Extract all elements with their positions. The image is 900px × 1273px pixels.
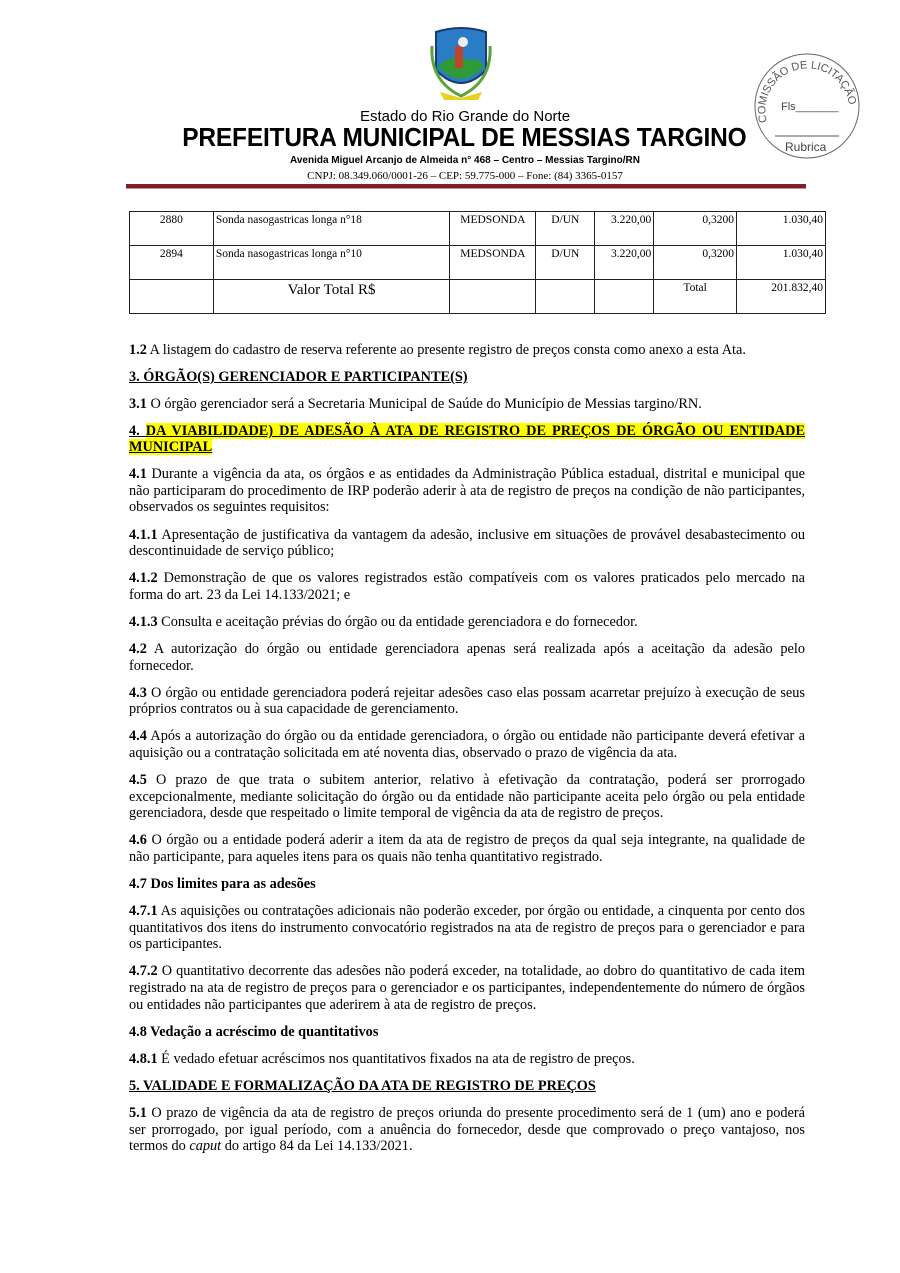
clause-text: O prazo de vigência da ata de registro de preços oriunda do presente procedimento será de 1 (um) ano e poderá ser prorrogado, por igual período, com a anuência do fornecedor, desde que comprovado o preço vantajoso, nos termos do (129, 1105, 805, 1155)
clause-paragraph (129, 1105, 805, 1155)
unit: D/UN (536, 246, 595, 280)
brand: MEDSONDA (450, 212, 536, 246)
clause-text: do artigo 84 da Lei 14.133/2021. (221, 1138, 413, 1155)
clause-italic: caput (189, 1138, 222, 1155)
clause-number: 4.8 Vedação a acréscimo de quantitativos (129, 1023, 379, 1040)
total-word: Total (654, 280, 737, 314)
municipal-coat-of-arms-logo (428, 26, 494, 102)
address: Avenida Miguel Arcanjo de Almeida n° 468 – Centro – Messias Targino/RN (289, 155, 640, 166)
clause-number: 4.7.2 (129, 963, 158, 980)
clause-number: 4.8.1 (129, 1050, 158, 1067)
clause-number: 4.1 (129, 466, 147, 483)
organization-title: PREFEITURA MUNICIPAL DE MESSIAS TARGINO (182, 124, 747, 152)
clause-paragraph (129, 963, 805, 1013)
clause-text: O órgão gerenciador será a Secretaria Municipal de Saúde do Município de Messias targino/RN. (146, 396, 702, 413)
item-description: Sonda nasogastricas longa n°18 (213, 212, 450, 246)
quantity: 3.220,00 (595, 246, 654, 280)
clause-text: As aquisições ou contratações adicionais não poderão exceder, por órgão ou entidade, a cinquenta por cento dos quantitativos dos itens do instrumento convocatório registrados na ata de registro de preços para o gerenciador e para os participantes. (129, 903, 805, 953)
stamp-ring-text: COMISSÃO DE LICITAÇÃO (756, 59, 859, 124)
clause-number: 4.2 (129, 641, 147, 658)
heading-text: 5. VALIDADE E FORMALIZAÇÃO DA ATA DE REGISTRO DE PREÇOS (129, 1077, 596, 1094)
clause-paragraph (129, 641, 805, 674)
quantity: 3.220,00 (595, 212, 654, 246)
section-heading (129, 1078, 805, 1095)
heading-text: DA VIABILIDADE) DE ADESÃO À ATA DE REGISTRO DE PREÇOS DE ÓRGÃO OU ENTIDADE MUNICIPAL (129, 423, 805, 456)
total-label: Valor Total R$ (213, 280, 450, 314)
clause-number: 3.1 (129, 396, 147, 413)
clause-number: 4.1.2 (129, 570, 158, 587)
clause-number: 4.1.3 (129, 613, 158, 630)
state-name: Estado do Rio Grande do Norte (359, 108, 571, 125)
clause-paragraph (129, 1024, 805, 1041)
clause-text: O órgão ou a entidade poderá aderir a item da ata de registro de preços da qual seja integrante, na qualidade de não participante, para aqueles itens para os quais não tenha quantitativo registrado. (129, 832, 805, 865)
clause-number: 4.6 (129, 832, 147, 849)
brand: MEDSONDA (450, 246, 536, 280)
unit: D/UN (536, 212, 595, 246)
clause-paragraph (129, 876, 805, 893)
stamp-fls: Fls_______ (781, 101, 839, 113)
clause-paragraph (129, 728, 805, 761)
clause-text: A autorização do órgão ou entidade gerenciadora apenas será realizada após a aceitação da adesão pelo fornecedor. (129, 641, 805, 674)
clause-paragraph (129, 832, 805, 865)
heading-text: 3. ÓRGÃO(S) GERENCIADOR E PARTICIPANTE(S) (129, 369, 468, 386)
clause-text: Consulta e aceitação prévias do órgão ou da entidade gerenciadora e do fornecedor. (157, 613, 638, 630)
total-row (130, 280, 826, 314)
clause-text: A listagem do cadastro de reserva referente ao presente registro de preços consta como anexo a esta Ata. (146, 342, 746, 358)
clause-number: 1.2 (129, 342, 147, 358)
clause-text: Após a autorização do órgão ou da entidade gerenciadora, o órgão ou entidade não participante deverá efetivar a aquisição ou a contratação solicitada em até noventa dias, observado o prazo de vigência da ata. (129, 728, 805, 761)
item-code: 2880 (130, 212, 214, 246)
clause-number: 4.4 (129, 728, 147, 745)
table-row (130, 212, 826, 246)
stamp-rubrica: Rubrica (785, 140, 827, 154)
clause-paragraph (129, 903, 805, 953)
total-value: 201.832,40 (737, 280, 826, 314)
items-table (129, 211, 826, 314)
heading-number: 4. (129, 423, 146, 440)
clause-number: 4.7 Dos limites para as adesões (129, 876, 316, 893)
table-row (130, 246, 826, 280)
total-price: 1.030,40 (737, 246, 826, 280)
clause-paragraph (129, 614, 805, 631)
clause-number: 4.3 (129, 684, 147, 701)
header-divider (126, 184, 806, 189)
clause-text: É vedado efetuar acréscimos nos quantitativos fixados na ata de registro de preços. (157, 1050, 635, 1067)
item-description: Sonda nasogastricas longa n°10 (213, 246, 450, 280)
unit-price: 0,3200 (654, 246, 737, 280)
contact-info: CNPJ: 08.349.060/0001-26 – CEP: 59.775-000 – Fone: (84) 3365-0157 (307, 170, 623, 182)
clause-paragraph (129, 342, 805, 359)
section-heading (129, 423, 805, 455)
clause-paragraph (129, 527, 805, 560)
clause-text: O órgão ou entidade gerenciadora poderá rejeitar adesões caso elas possam acarretar prejuízo à execução de seus próprios contratos ou à sua capacidade de gerenciamento. (129, 684, 805, 718)
clause-text: Apresentação de justificativa da vantagem da adesão, inclusive em situações de provável desabastecimento ou descontinuidade de serviço público; (129, 526, 805, 560)
unit-price: 0,3200 (654, 212, 737, 246)
clause-text: O quantitativo decorrente das adesões não poderá exceder, na totalidade, ao dobro do quantitativo de cada item registrado na ata de registro de preços para o gerenciador e os participantes, independentemente do número de órgãos ou entidades não participantes que aderirem à ata de registro de preços. (129, 963, 805, 1013)
clause-text: O prazo de que trata o subitem anterior, relativo à efetivação da contratação, poderá ser prorrogado excepcionalmente, mediante solicitação do órgão ou da entidade não participante aceita pelo órgão ou pela entidade gerenciadora, desde que respeitado o limite temporal de vigência da ata de registro de preços. (129, 772, 805, 822)
clause-paragraph (129, 685, 805, 718)
clause-paragraph (129, 1051, 805, 1068)
item-code: 2894 (130, 246, 214, 280)
clause-number: 4.7.1 (129, 903, 158, 920)
section-heading (129, 369, 805, 386)
clause-text: Demonstração de que os valores registrados estão compatíveis com os valores praticados pelo mercado na forma do art. 23 da Lei 14.133/2021; e (129, 570, 805, 603)
clause-paragraph (129, 570, 805, 603)
clause-paragraph (129, 466, 805, 516)
clause-paragraph (129, 396, 805, 413)
document-body (129, 342, 805, 1165)
clause-number: 5.1 (129, 1105, 147, 1121)
clause-number: 4.5 (129, 772, 147, 789)
clause-number: 4.1.1 (129, 526, 158, 543)
total-price: 1.030,40 (737, 212, 826, 246)
clause-paragraph (129, 772, 805, 822)
clause-text: Durante a vigência da ata, os órgãos e as entidades da Administração Pública estadual, distrital e municipal que não participaram do procedimento de IRP poderão aderir à ata de registro de preços na condição de não participantes, observados os seguintes requisitos: (129, 466, 805, 516)
